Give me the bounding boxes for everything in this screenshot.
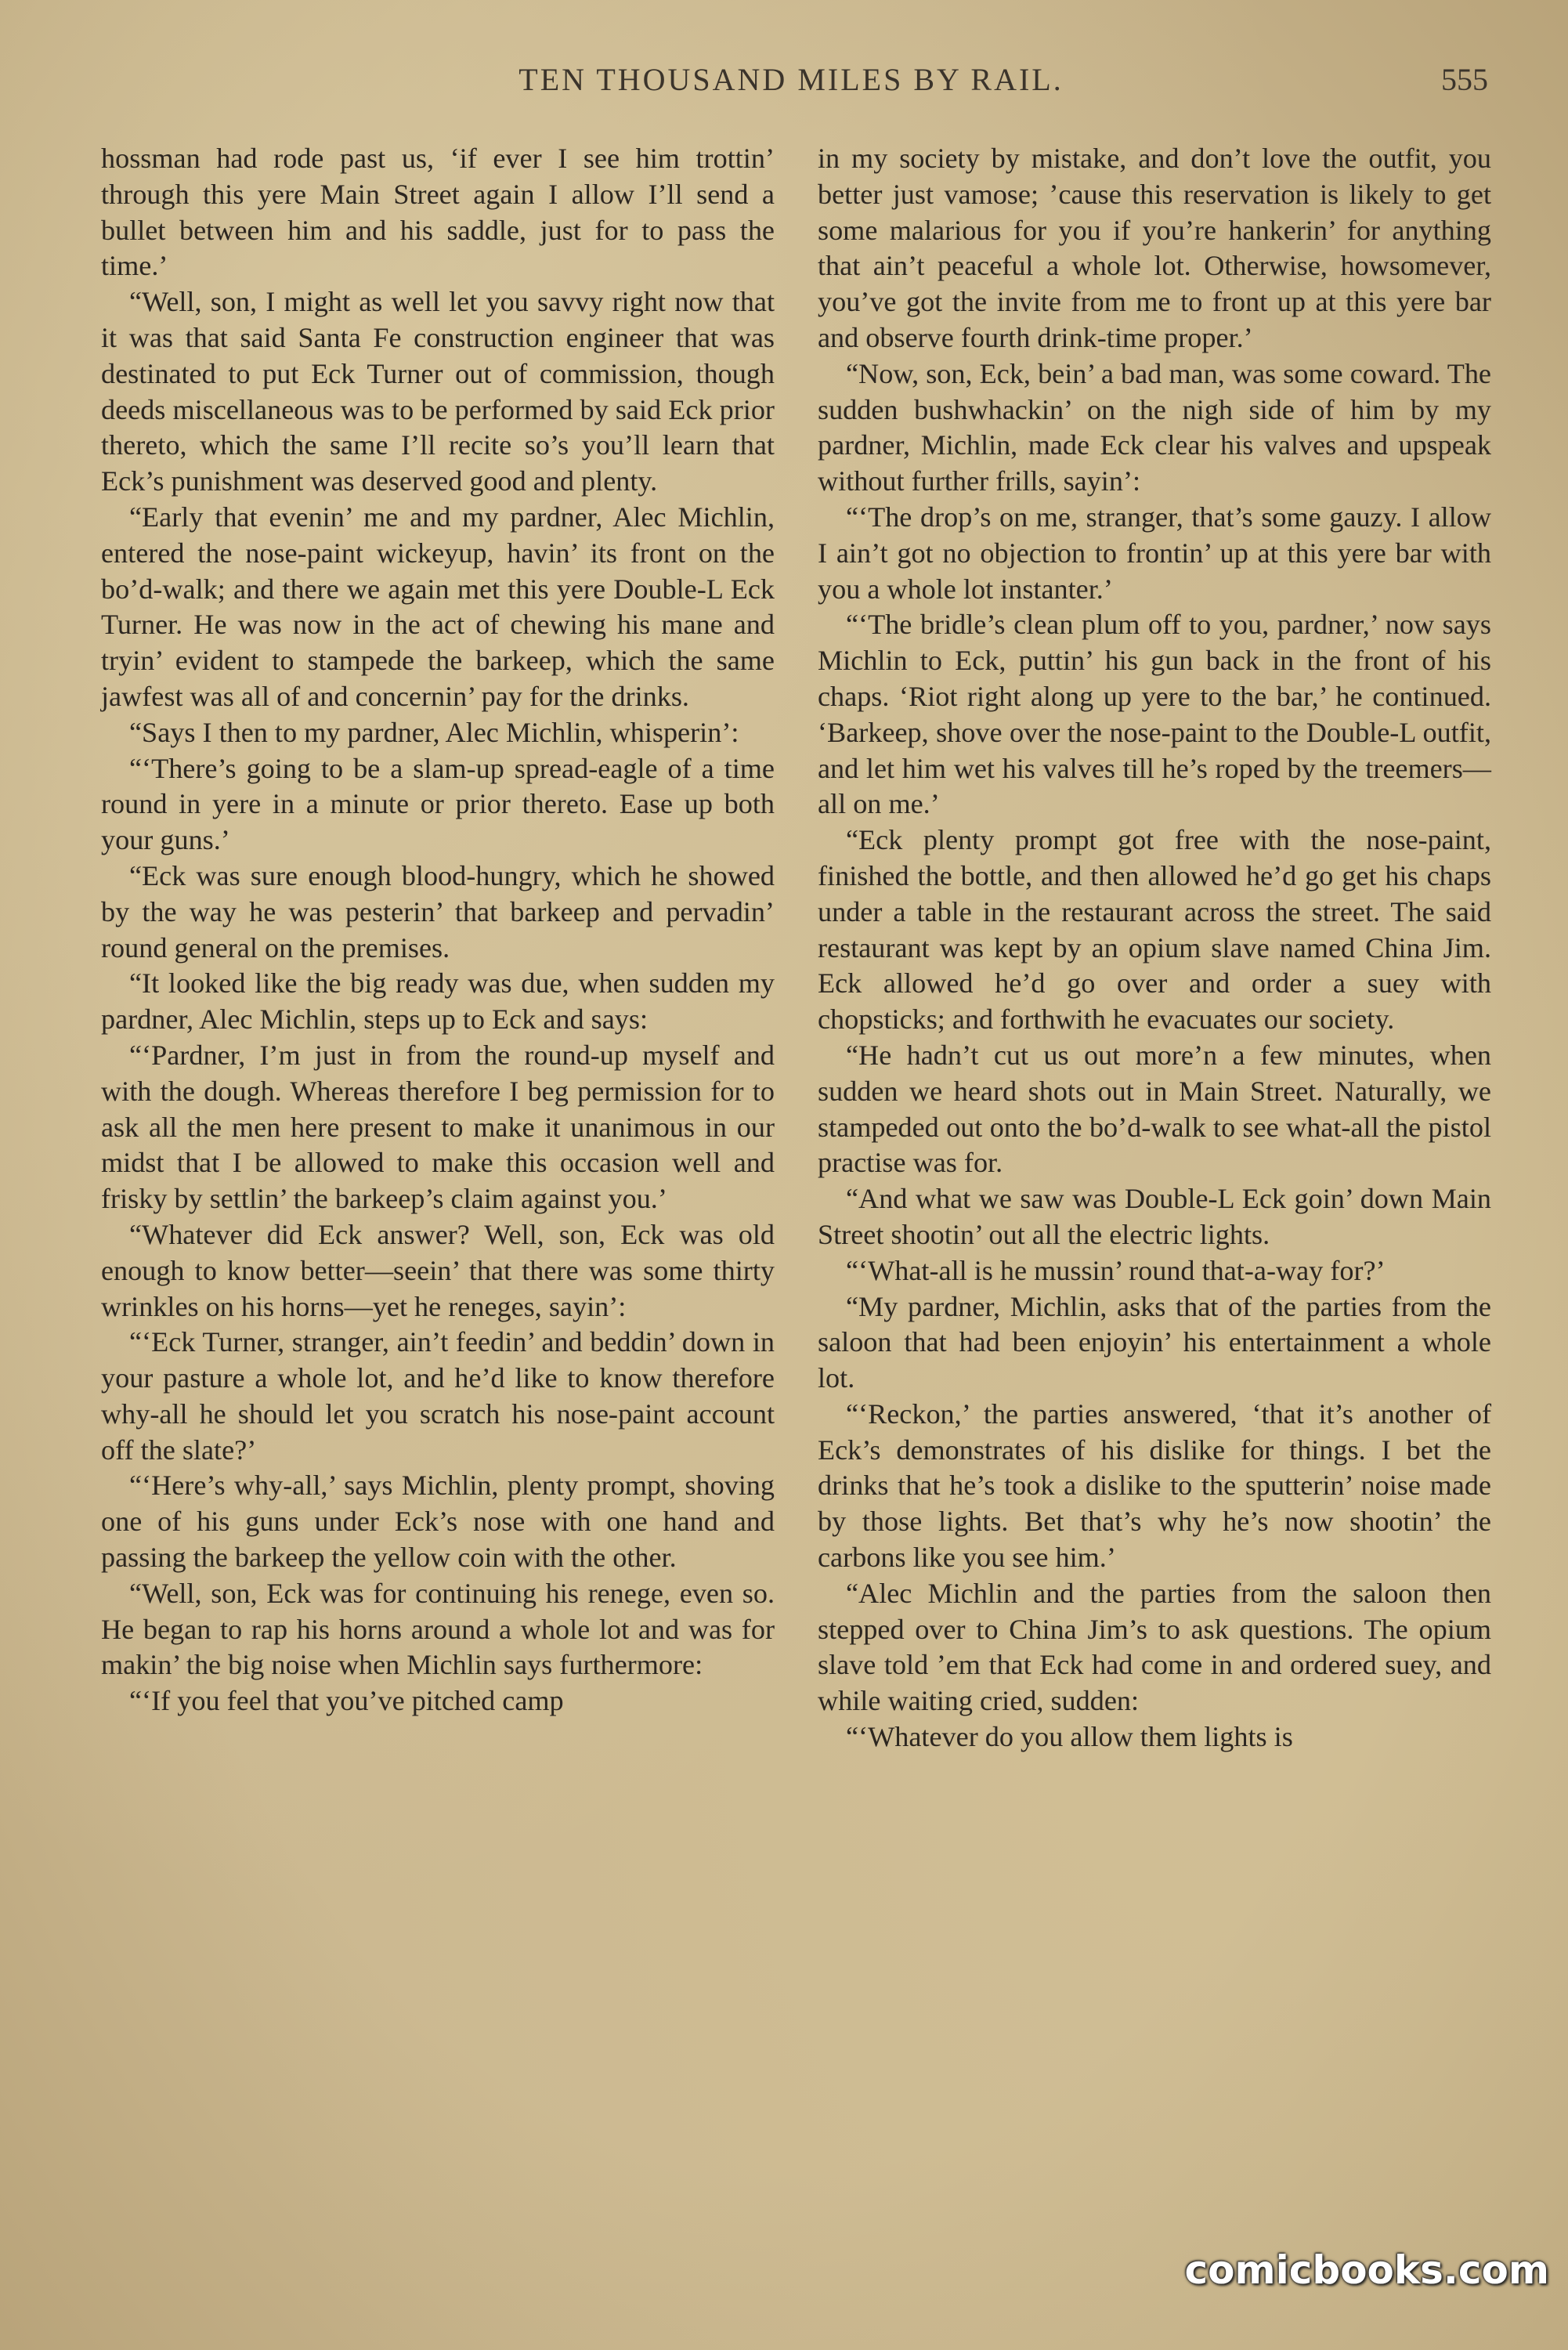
left-text-column xyxy=(101,141,775,1719)
site-watermark: comicbooks.com xyxy=(1184,2247,1549,2293)
paragraph: “Well, son, I might as well let you savvy right now that it was that said Santa Fe construction engineer that was destinated to put Eck Turner out of commission, though deeds miscellaneous was to be performed by said Eck prior thereto, which the same I’ll recite so’s you’ll learn that Eck’s punishment was deserved good and plenty. xyxy=(101,286,775,497)
paragraph: “Eck plenty prompt got free with the nose-paint, finished the bottle, and then allowed he’d go get his chaps under a table in the restaurant across the street. The said restaurant was kept by an opium slave named China Jim. Eck allowed he’d go over and order a suey with chopsticks; and forthwith he evacuates our society. xyxy=(818,824,1491,1036)
paragraph: “‘There’s going to be a slam-up spread-eagle of a time round in yere in a minute or prior thereto. Ease up both your guns.’ xyxy=(101,752,775,856)
paragraph: “Alec Michlin and the parties from the saloon then stepped over to China Jim’s to ask questions. The opium slave told ’em that Eck had come in and ordered suey, and while waiting cried, sudden: xyxy=(818,1577,1491,1717)
paragraph: “‘Here’s why-all,’ says Michlin, plenty prompt, shoving one of his guns under Eck’s nose with one hand and passing the barkeep the yellow coin with the other. xyxy=(101,1470,775,1574)
paragraph: “‘What-all is he mussin’ round that-a-way for?’ xyxy=(846,1254,1386,1286)
paragraph: “‘Whatever do you allow them lights is xyxy=(846,1721,1293,1753)
paragraph: “Well, son, Eck was for continuing his renege, even so. He began to rap his horns around a whole lot and was for makin’ the big noise when Michlin says furthermore: xyxy=(101,1577,775,1681)
paragraph: “And what we saw was Double-L Eck goin’ down Main Street shootin’ out all the electric lights. xyxy=(818,1183,1491,1250)
paragraph: “‘If you feel that you’ve pitched camp xyxy=(129,1685,564,1717)
paragraph: “Eck was sure enough blood-hungry, which he showed by the way he was pesterin’ that barkeep and pervadin’ round general on the premises. xyxy=(101,859,775,964)
running-title: TEN THOUSAND MILES BY RAIL. xyxy=(518,62,1064,97)
paragraph: in my society by mistake, and don’t love the outfit, you better just vamose; ’cause this reservation is likely to get some malarious for you if you’re hankerin’ for anything that ain’t peaceful a whole lot. Otherwise, howsomever, you’ve got the invite from me to front up at this yere bar and observe fourth drink-time proper.’ xyxy=(818,143,1491,353)
paragraph: “My pardner, Michlin, asks that of the parties from the saloon that had been enjoyin’ his entertainment a whole lot. xyxy=(818,1290,1491,1394)
right-text-column xyxy=(818,141,1491,1755)
paragraph: “Now, son, Eck, bein’ a bad man, was some coward. The sudden bushwhackin’ on the nigh side of him by my pardner, Michlin, made Eck clear his valves and upspeak without further frills, sayin’: xyxy=(818,357,1491,497)
paragraph: “‘Pardner, I’m just in from the round-up myself and with the dough. Whereas therefore I beg permission for to ask all the men here present to make it unanimous in our midst that I be allowed to make this occasion well and frisky by settlin’ the barkeep’s claim against you.’ xyxy=(101,1039,775,1215)
paragraph: “‘Eck Turner, stranger, ain’t feedin’ and beddin’ down in your pasture a whole lot, and he’d like to know therefore why-all he should let you scratch his nose-paint account off the slate?’ xyxy=(101,1326,775,1466)
paragraph: “‘The drop’s on me, stranger, that’s some gauzy. I allow I ain’t got no objection to frontin’ up at this yere bar with you a whole lot instanter.’ xyxy=(818,501,1491,605)
paragraph: hossman had rode past us, ‘if ever I see him trottin’ through this yere Main Street again I allow I’ll send a bullet between him and his saddle, just for to pass the time.’ xyxy=(101,143,775,282)
paragraph: “Early that evenin’ me and my pardner, Alec Michlin, entered the nose-paint wickeyup, havin’ its front on the bo’d-walk; and there we again met this yere Double-L Eck Turner. He was now in the act of chewing his mane and tryin’ evident to stampede the barkeep, which the same jawfest was all of and concernin’ pay for the drinks. xyxy=(101,501,775,712)
paragraph: “‘Reckon,’ the parties answered, ‘that it’s another of Eck’s demonstrates of his dislike for things. I bet the drinks that he’s took a dislike to the sputterin’ noise made by those lights. Bet that’s why he’s now shootin’ the carbons like you see him.’ xyxy=(818,1397,1491,1574)
paragraph: “‘The bridle’s clean plum off to you, pardner,’ now says Michlin to Eck, puttin’ his gun back in the front of his chaps. ‘Riot right along up yere to the bar,’ he continued. ‘Barkeep, shove over the nose-paint to the Double-L outfit, and let him wet his valves till he’s roped by the treemers—all on me.’ xyxy=(818,609,1491,820)
paragraph: “Whatever did Eck answer? Well, son, Eck was old enough to know better—seein’ that there was some thirty wrinkles on his horns—yet he reneges, sayin’: xyxy=(101,1218,775,1322)
paragraph: “He hadn’t cut us out more’n a few minutes, when sudden we heard shots out in Main Street. Naturally, we stampeded out onto the bo’d-walk to see what-all the pistol practise was for. xyxy=(818,1039,1491,1179)
page-number: 555 xyxy=(1441,62,1488,97)
paragraph: “It looked like the big ready was due, when sudden my pardner, Alec Michlin, steps up to Eck and says: xyxy=(101,967,775,1036)
paragraph: “Says I then to my pardner, Alec Michlin, whisperin’: xyxy=(129,716,739,748)
